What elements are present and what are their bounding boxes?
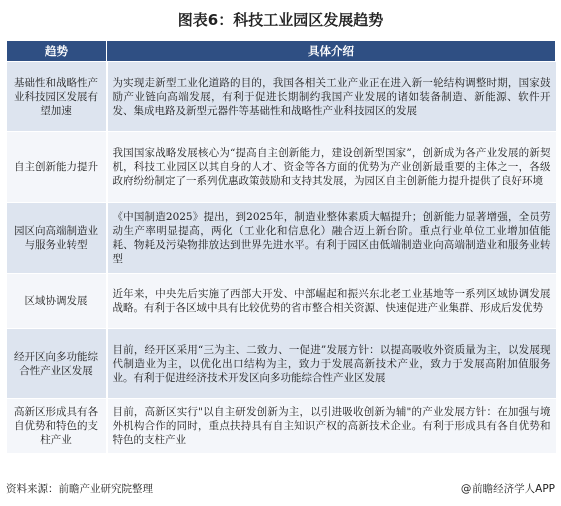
header-detail: 具体介绍 [107, 41, 556, 62]
brand-credit [460, 480, 555, 498]
trend-cell: 自主创新能力提升 [7, 132, 107, 203]
header-trend: 趋势 [7, 41, 107, 62]
table-row [7, 132, 556, 203]
description-cell: 目前，经开区采用“三为主、二致力、一促进”发展方针：以提高吸收外资质量为主，以发展现代制造业为主，以优化出口结构为主，致力于发展高新技术产业，致力于发展高附加值服务业。有利于促进经济技术开发区向多功能综合性产业区发展 [107, 329, 556, 399]
description-cell: 近年来，中央先后实施了西部大开发、中部崛起和振兴东北老工业基地等一系列区域协调发展战略。有利于各区域中具有比较优势的省市整合相关资源、快速促进产业集群、形成后发优势 [107, 274, 556, 329]
description-cell: 目前，高新区实行"以自主研发创新为主，以引进吸收创新为辅"的产业发展方针：在加强与境外机构合作的同时，重点扶持具有自主知识产权的高新技术企业。有利于形成具有各自优势和特色的支柱产业 [107, 399, 556, 454]
trend-cell: 园区向高端制造业与服务业转型 [7, 203, 107, 274]
trend-cell: 区域协调发展 [7, 274, 107, 329]
table-row [7, 62, 556, 132]
table-row [7, 274, 556, 329]
trend-cell: 基础性和战略性产业科技园区发展有望加速 [7, 62, 107, 132]
figure-title: 图表6：科技工业园区发展趋势 [177, 11, 384, 29]
table-row [7, 399, 556, 454]
table-row [7, 329, 556, 399]
description-cell: 《中国制造2025》提出，到2025年，制造业整体素质大幅提升；创新能力显著增强，全员劳动生产率明显提高，两化（工业化和信息化）融合迈上新台阶。重点行业单位工业增加值能耗、物耗及污染物排放达到世界先进水平。有利于园区由低端制造业向高端制造业和服务业转型 [107, 203, 556, 274]
trend-cell: 经开区向多功能综合性产业区发展 [7, 329, 107, 399]
table-row [7, 203, 556, 274]
source-note: 资料来源：前瞻产业研究院整理 [6, 483, 153, 495]
table-header-row [7, 41, 556, 62]
trend-cell: 高新区形成具有各自优势和特色的支柱产业 [7, 399, 107, 454]
brand-label: 前瞻经济学人APP [472, 483, 555, 495]
description-cell: 我国国家战略发展核心为“提高自主创新能力，建设创新型国家”，创新成为各产业发展的新契机，科技工业园区以其自身的人才、资金等各方面的优势为产业创新最重要的主体之一，各级政府纷纷制定了一系列优惠政策鼓励和支持其发展，为园区自主创新能力提升提供了良好环境 [107, 132, 556, 203]
description-cell: 为实现走新型工业化道路的目的，我国各相关工业产业正在进入新一轮结构调整时期，国家鼓励产业链向高端发展，有利于促进长期制约我国产业发展的诸如装备制造、新能源、软件开发、集成电路及新型元器件等基础性和战略性产业科技园区的发展 [107, 62, 556, 132]
at-sign-icon: @ [460, 483, 472, 495]
footer [6, 480, 555, 498]
trend-table [6, 40, 556, 454]
